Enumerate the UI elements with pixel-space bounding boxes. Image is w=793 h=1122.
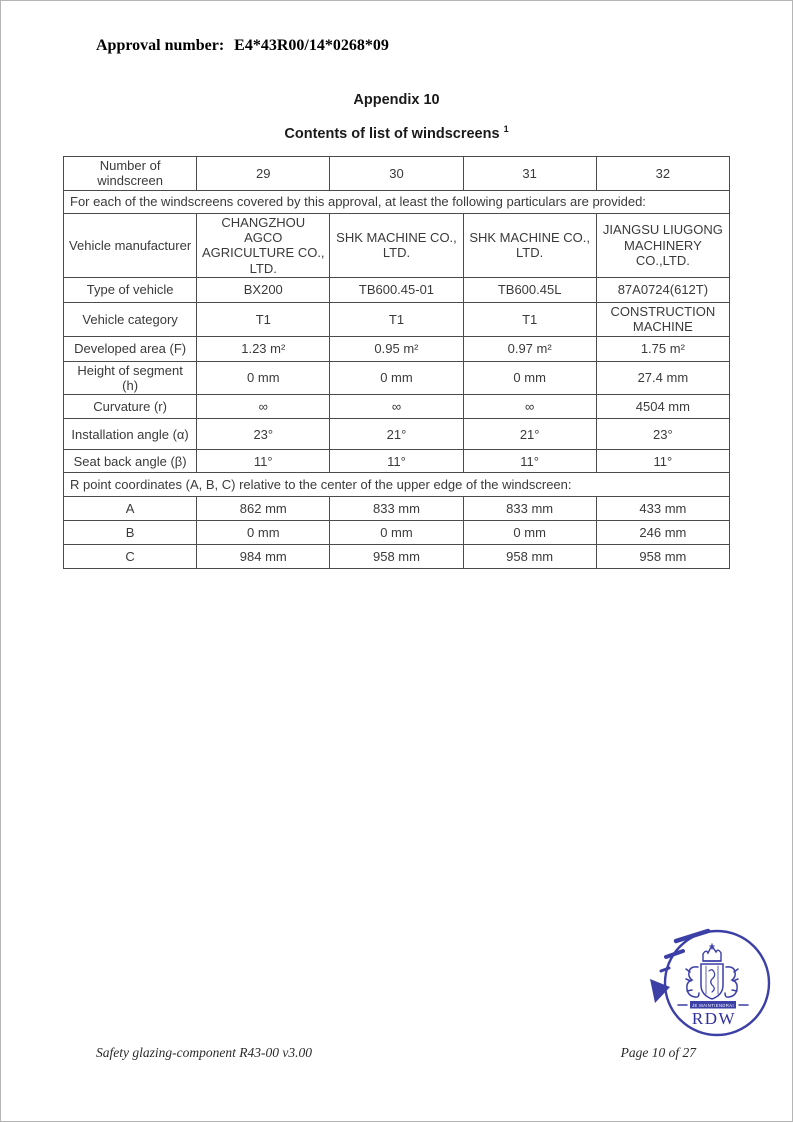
table-row (64, 213, 730, 277)
windscreen-number: 29 (197, 157, 330, 191)
cell-value: 0 mm (197, 521, 330, 545)
cell-value: 21° (463, 419, 596, 450)
cell-value: 21° (330, 419, 463, 450)
row-label: C (64, 545, 197, 569)
row-label: Seat back angle (β) (64, 450, 197, 473)
cell-value: CHANGZHOU AGCO AGRICULTURE CO., LTD. (197, 213, 330, 277)
cell-value: T1 (197, 302, 330, 336)
row-label: Vehicle category (64, 302, 197, 336)
cell-value: 11° (596, 450, 729, 473)
row-label: B (64, 521, 197, 545)
cell-value: 11° (330, 450, 463, 473)
approval-number-line (96, 37, 389, 55)
cell-value: 0 mm (463, 521, 596, 545)
intro-note-row (64, 190, 730, 213)
table-row (64, 395, 730, 419)
table-header-row (64, 157, 730, 191)
windscreen-number: 31 (463, 157, 596, 191)
row-label: A (64, 497, 197, 521)
table-row (64, 450, 730, 473)
footnote-marker: 1 (503, 124, 509, 134)
approval-number: E4*43R00/14*0268*09 (234, 37, 389, 54)
cell-value: ∞ (463, 395, 596, 419)
cell-value: 27.4 mm (596, 361, 729, 395)
cell-value: TB600.45-01 (330, 277, 463, 302)
contents-title (1, 124, 792, 142)
cell-value: 1.23 m² (197, 336, 330, 361)
intro-note: For each of the windscreens covered by this approval, at least the following particulars are provided: (64, 190, 730, 213)
table-row (64, 302, 730, 336)
row-label: Installation angle (α) (64, 419, 197, 450)
cell-value: 246 mm (596, 521, 729, 545)
cell-value: 23° (197, 419, 330, 450)
rdw-stamp-icon (646, 919, 793, 1054)
table-row (64, 361, 730, 395)
footer-document-id: Safety glazing-component R43-00 v3.00 (96, 1045, 312, 1060)
cell-value: CONSTRUCTION MACHINE (596, 302, 729, 336)
cell-value: TB600.45L (463, 277, 596, 302)
cell-value: 0.97 m² (463, 336, 596, 361)
r-point-note-row (64, 473, 730, 497)
appendix-title: Appendix 10 (353, 92, 440, 108)
footer-page-number: Page 10 of 27 (620, 1045, 696, 1060)
cell-value: T1 (330, 302, 463, 336)
cell-value: ∞ (197, 395, 330, 419)
cell-value: 958 mm (596, 545, 729, 569)
cell-value: 0 mm (463, 361, 596, 395)
cell-value: 11° (197, 450, 330, 473)
row-label: Type of vehicle (64, 277, 197, 302)
table-row (64, 497, 730, 521)
cell-value: 1.75 m² (596, 336, 729, 361)
cell-value: JIANGSU LIUGONG MACHINERY CO.,LTD. (596, 213, 729, 277)
row-label: Developed area (F) (64, 336, 197, 361)
cell-value: SHK MACHINE CO., LTD. (330, 213, 463, 277)
contents-title-text: Contents of list of windscreens (284, 125, 500, 142)
row-label: Vehicle manufacturer (64, 213, 197, 277)
row-label: Curvature (r) (64, 395, 197, 419)
cell-value: 958 mm (330, 545, 463, 569)
cell-value: BX200 (197, 277, 330, 302)
cell-value: 87A0724(612T) (596, 277, 729, 302)
table-row (64, 545, 730, 569)
cell-value: 4504 mm (596, 395, 729, 419)
cell-value: 0 mm (330, 361, 463, 395)
cell-value: ∞ (330, 395, 463, 419)
cell-value: 433 mm (596, 497, 729, 521)
cell-value: 0.95 m² (330, 336, 463, 361)
cell-value: 984 mm (197, 545, 330, 569)
windscreens-table (63, 156, 730, 569)
corner-label: Number of windscreen (64, 157, 197, 191)
r-point-note: R point coordinates (A, B, C) relative to the center of the upper edge of the windscreen: (64, 473, 730, 497)
table-row (64, 277, 730, 302)
table-row (64, 336, 730, 361)
cell-value: 11° (463, 450, 596, 473)
windscreen-number: 30 (330, 157, 463, 191)
cell-value: 0 mm (197, 361, 330, 395)
cell-value: 23° (596, 419, 729, 450)
cell-value: 0 mm (330, 521, 463, 545)
cell-value: 833 mm (330, 497, 463, 521)
approval-label: Approval number: (96, 37, 225, 54)
stamp-motto: JE MAINTIENDRAI (691, 1003, 735, 1008)
row-label: Height of segment (h) (64, 361, 197, 395)
cell-value: 958 mm (463, 545, 596, 569)
stamp-org: RDW (691, 1009, 737, 1028)
cell-value: SHK MACHINE CO., LTD. (463, 213, 596, 277)
windscreen-number: 32 (596, 157, 729, 191)
table-row (64, 521, 730, 545)
cell-value: 862 mm (197, 497, 330, 521)
table-row (64, 419, 730, 450)
cell-value: 833 mm (463, 497, 596, 521)
cell-value: T1 (463, 302, 596, 336)
